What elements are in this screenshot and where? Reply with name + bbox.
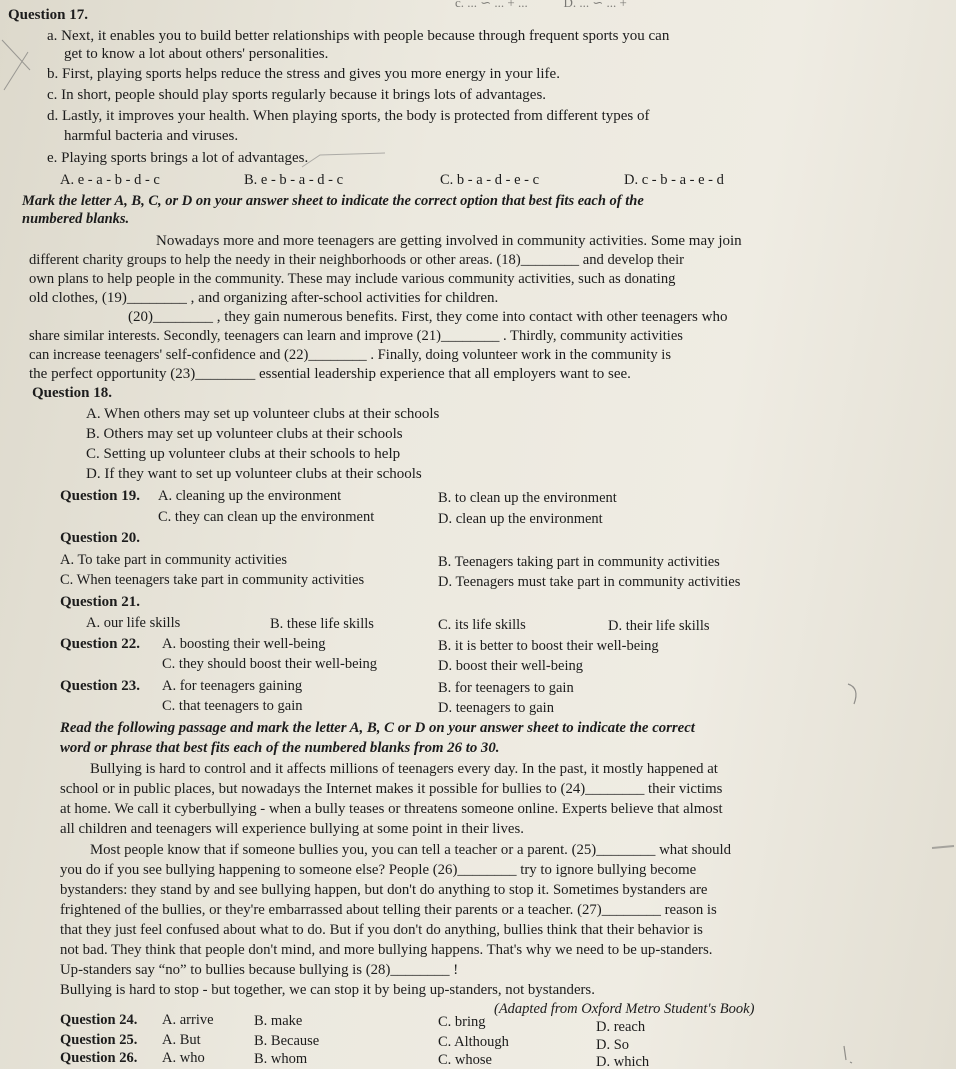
- question-23-heading: Question 23.: [60, 678, 141, 694]
- passage1-line: the perfect opportunity (23)________ essential leadership experience that all employers want to see.: [29, 366, 631, 382]
- q19-option-d[interactable]: D. clean up the environment: [438, 511, 603, 527]
- pencil-mark-icon: [300, 145, 390, 175]
- pencil-scribble-icon: [0, 30, 40, 100]
- instruction-blanks-18-23: Mark the letter A, B, C, or D on your answer sheet to indicate the correct option that best fits each of the: [22, 193, 644, 209]
- passage2-line: Bullying is hard to stop - but together, we can stop it by being up-standers, not bystanders.: [60, 982, 595, 998]
- q22-option-b[interactable]: B. it is better to boost their well-being: [438, 638, 659, 654]
- passage2-source: (Adapted from Oxford Metro Student's Book): [494, 1001, 755, 1017]
- question-22-heading: Question 22.: [60, 636, 141, 652]
- passage1-line: different charity groups to help the needy in their neighborhoods or other areas. (18)________ and develop their: [29, 252, 685, 268]
- q17-option-b[interactable]: B. e - b - a - d - c: [244, 172, 344, 188]
- q23-option-d[interactable]: D. teenagers to gain: [438, 700, 554, 716]
- instruction-blanks-26-30-cont: word or phrase that best fits each of the numbered blanks from 26 to 30.: [60, 740, 500, 756]
- passage2-line: Up-standers say “no” to bullies because bullying is (28)________ !: [60, 962, 459, 978]
- passage2-line: all children and teenagers will experience bullying at some point in their lives.: [60, 821, 524, 837]
- q21-option-b[interactable]: B. these life skills: [270, 616, 374, 632]
- question-20-heading: Question 20.: [60, 530, 141, 546]
- question-19-heading: Question 19.: [60, 488, 141, 504]
- passage1-line: Nowadays more and more teenagers are getting involved in community activities. Some may join: [156, 233, 742, 249]
- q21-option-a[interactable]: A. our life skills: [86, 615, 181, 631]
- q17-item-a: a. Next, it enables you to build better relationships with people because through frequent sports you can: [47, 28, 670, 44]
- passage2-line: that they just feel confused about what to do. But if you don't do anything, bullies think that their behavior is: [60, 922, 703, 938]
- q20-option-b[interactable]: B. Teenagers taking part in community activities: [438, 554, 720, 570]
- q17-option-c[interactable]: C. b - a - d - e - c: [440, 172, 540, 188]
- cut-off-text: c. ... ∽ ... + ... D. ... ∽ ... +: [455, 0, 627, 10]
- passage2-line: school or in public places, but nowadays the Internet makes it possible for bullies to (24)________ their victims: [60, 781, 723, 797]
- passage1-line: can increase teenagers' self-confidence and (22)________ . Finally, doing volunteer work in the community is: [29, 347, 671, 363]
- passage1-line: old clothes, (19)________ , and organizing after-school activities for children.: [29, 290, 499, 306]
- passage2-line: Bullying is hard to control and it affects millions of teenagers every day. In the past, it mostly happened at: [90, 761, 718, 777]
- q22-option-a[interactable]: A. boosting their well-being: [162, 636, 326, 652]
- q21-option-d[interactable]: D. their life skills: [608, 618, 710, 634]
- q20-option-d[interactable]: D. Teenagers must take part in community activities: [438, 574, 741, 590]
- q18-option-c[interactable]: C. Setting up volunteer clubs at their schools to help: [86, 446, 401, 462]
- q17-item-d: d. Lastly, it improves your health. When playing sports, the body is protected from different types of: [47, 108, 650, 124]
- question-26-heading: Question 26.: [60, 1050, 138, 1066]
- pencil-mark-icon: [838, 1038, 868, 1066]
- question-17-heading: Question 17.: [8, 7, 89, 23]
- q26-option-d[interactable]: D. which: [596, 1054, 650, 1069]
- pencil-mark-icon: [930, 840, 956, 856]
- passage2-line: Most people know that if someone bullies you, you can tell a teacher or a parent. (25)________ what should: [90, 842, 732, 858]
- q22-option-c[interactable]: C. they should boost their well-being: [162, 656, 378, 672]
- passage2-line: you do if you see bullying happening to someone else? People (26)________ try to ignore bullying become: [60, 862, 697, 878]
- passage2-line: bystanders: they stand by and see bullying happen, but don't do anything to stop it. Sometimes bystanders are: [60, 882, 708, 898]
- q17-item-a-cont: get to know a lot about others' personalities.: [64, 46, 329, 62]
- q25-option-a[interactable]: A. But: [162, 1032, 201, 1048]
- q22-option-d[interactable]: D. boost their well-being: [438, 658, 583, 674]
- q17-option-a[interactable]: A. e - a - b - d - c: [60, 172, 160, 188]
- q19-option-a[interactable]: A. cleaning up the environment: [158, 488, 342, 504]
- q24-option-a[interactable]: A. arrive: [162, 1012, 214, 1028]
- q24-option-c[interactable]: C. bring: [438, 1014, 486, 1030]
- passage1-line: share similar interests. Secondly, teenagers can learn and improve (21)________ . Thirdly, community activities: [29, 328, 683, 344]
- pencil-mark-icon: [838, 680, 868, 710]
- passage1-line: (20)________ , they gain numerous benefits. First, they come into contact with other teenagers who: [128, 309, 728, 325]
- q17-item-b: b. First, playing sports helps reduce the stress and gives you more energy in your life.: [47, 66, 560, 82]
- q26-option-a[interactable]: A. who: [162, 1050, 205, 1066]
- q17-item-e: e. Playing sports brings a lot of advantages.: [47, 150, 309, 166]
- q23-option-a[interactable]: A. for teenagers gaining: [162, 678, 303, 694]
- q19-option-c[interactable]: C. they can clean up the environment: [158, 509, 375, 525]
- q19-option-b[interactable]: B. to clean up the environment: [438, 490, 617, 506]
- q20-option-a[interactable]: A. To take part in community activities: [60, 552, 288, 568]
- q24-option-d[interactable]: D. reach: [596, 1019, 646, 1035]
- q25-option-b[interactable]: B. Because: [254, 1033, 320, 1049]
- question-25-heading: Question 25.: [60, 1032, 138, 1048]
- q23-option-b[interactable]: B. for teenagers to gain: [438, 680, 574, 696]
- q26-option-b[interactable]: B. whom: [254, 1051, 308, 1067]
- q21-option-c[interactable]: C. its life skills: [438, 617, 526, 633]
- instruction-blanks-26-30: Read the following passage and mark the letter A, B, C or D on your answer sheet to indicate the correct: [60, 720, 695, 736]
- passage1-line: own plans to help people in the community. These may include various community activities, such as donating: [29, 271, 676, 287]
- q23-option-c[interactable]: C. that teenagers to gain: [162, 698, 303, 714]
- passage2-line: frightened of the bullies, or they're embarrassed about telling their parents or a teacher. (27)________ reason is: [60, 902, 717, 918]
- question-24-heading: Question 24.: [60, 1012, 138, 1028]
- q24-option-b[interactable]: B. make: [254, 1013, 303, 1029]
- q26-option-c[interactable]: C. whose: [438, 1052, 492, 1068]
- question-18-heading: Question 18.: [32, 385, 113, 401]
- question-21-heading: Question 21.: [60, 594, 141, 610]
- q18-option-b[interactable]: B. Others may set up volunteer clubs at their schools: [86, 426, 403, 442]
- instruction-blanks-18-23-cont: numbered blanks.: [22, 211, 130, 227]
- q17-item-c: c. In short, people should play sports regularly because it brings lots of advantages.: [47, 87, 547, 103]
- passage2-line: at home. We call it cyberbullying - when a bully teases or threatens someone online. Experts believe that almost: [60, 801, 723, 817]
- q25-option-c[interactable]: C. Although: [438, 1034, 509, 1050]
- q18-option-d[interactable]: D. If they want to set up volunteer clubs at their schools: [86, 466, 422, 482]
- q17-option-d[interactable]: D. c - b - a - e - d: [624, 172, 724, 188]
- q20-option-c[interactable]: C. When teenagers take part in community activities: [60, 572, 365, 588]
- q25-option-d[interactable]: D. So: [596, 1037, 630, 1053]
- q18-option-a[interactable]: A. When others may set up volunteer clubs at their schools: [86, 406, 440, 422]
- passage2-line: not bad. They think that people don't mind, and more bullying happens. That's why we need to be up-standers.: [60, 942, 713, 958]
- q17-item-d-cont: harmful bacteria and viruses.: [64, 128, 239, 144]
